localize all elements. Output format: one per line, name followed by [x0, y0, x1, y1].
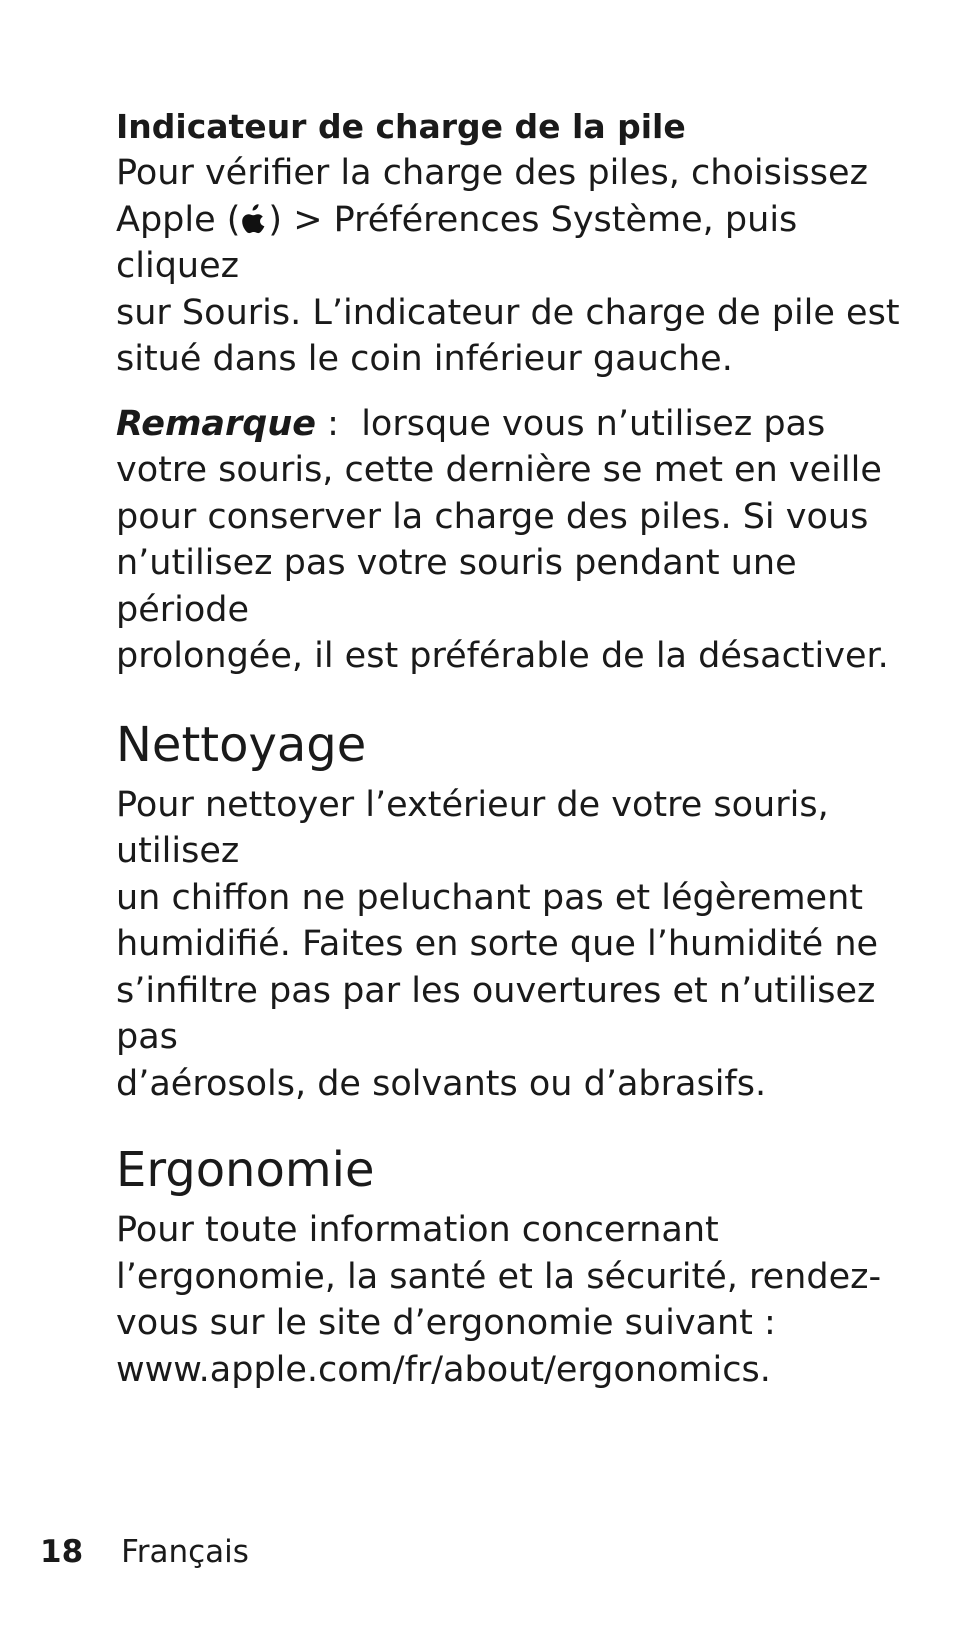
section-subheading: Indicateur de charge de la pile [116, 107, 686, 146]
text-fragment: Apple ( [116, 199, 241, 240]
ergonomics-paragraph [116, 1207, 916, 1393]
cleaning-paragraph [116, 782, 916, 1108]
text-line: pour conserver la charge des piles. Si vous [116, 496, 869, 537]
text-line: n’utilisez pas votre souris pendant une période [116, 543, 797, 630]
note-separator: : [316, 403, 362, 444]
apple-icon [241, 203, 267, 235]
text-line: vous sur le site d’ergonomie suivant : [116, 1303, 776, 1343]
section-battery-indicator [116, 104, 916, 680]
text-line: Pour vérifier la charge des piles, choisissez [116, 153, 868, 193]
text-line: votre souris, cette dernière se met en veille [116, 450, 882, 490]
ergonomics-url: www.apple.com/fr/about/ergonomics. [116, 1349, 771, 1390]
footer-language: Français [121, 1534, 249, 1570]
text-line: sur Souris. L’indicateur de charge de pile est [116, 292, 900, 333]
text-line: lorsque vous n’utilisez pas [361, 403, 826, 444]
page-content [116, 104, 916, 1393]
text-line: situé dans le coin inférieur gauche. [116, 339, 733, 379]
text-line: d’aérosols, de solvants ou d’abrasifs. [116, 1063, 767, 1104]
section-cleaning [116, 716, 916, 1108]
section-ergonomics [116, 1141, 916, 1393]
page-number: 18 [40, 1534, 84, 1570]
note-label: Remarque [116, 403, 317, 444]
text-fragment: ) > Préférences Système, puis cliquez [116, 199, 798, 286]
section-heading-ergonomics: Ergonomie [116, 1142, 375, 1198]
page-footer [40, 1532, 249, 1572]
battery-paragraph [116, 150, 916, 383]
text-line: Pour toute information concernant [116, 1210, 719, 1250]
text-line: s’infiltre pas par les ouvertures et n’utilisez pas [116, 970, 876, 1057]
note-paragraph [116, 401, 916, 680]
text-line: Pour nettoyer l’extérieur de votre souris, utilisez [116, 784, 829, 871]
text-line: humidifié. Faites en sorte que l’humidité ne [116, 924, 879, 964]
text-line: l’ergonomie, la santé et la sécurité, rendez- [116, 1256, 882, 1297]
text-line: prolongée, il est préférable de la désactiver. [116, 636, 889, 676]
section-heading-cleaning: Nettoyage [116, 716, 367, 773]
text-line: un chiffon ne peluchant pas et légèrement [116, 877, 863, 918]
